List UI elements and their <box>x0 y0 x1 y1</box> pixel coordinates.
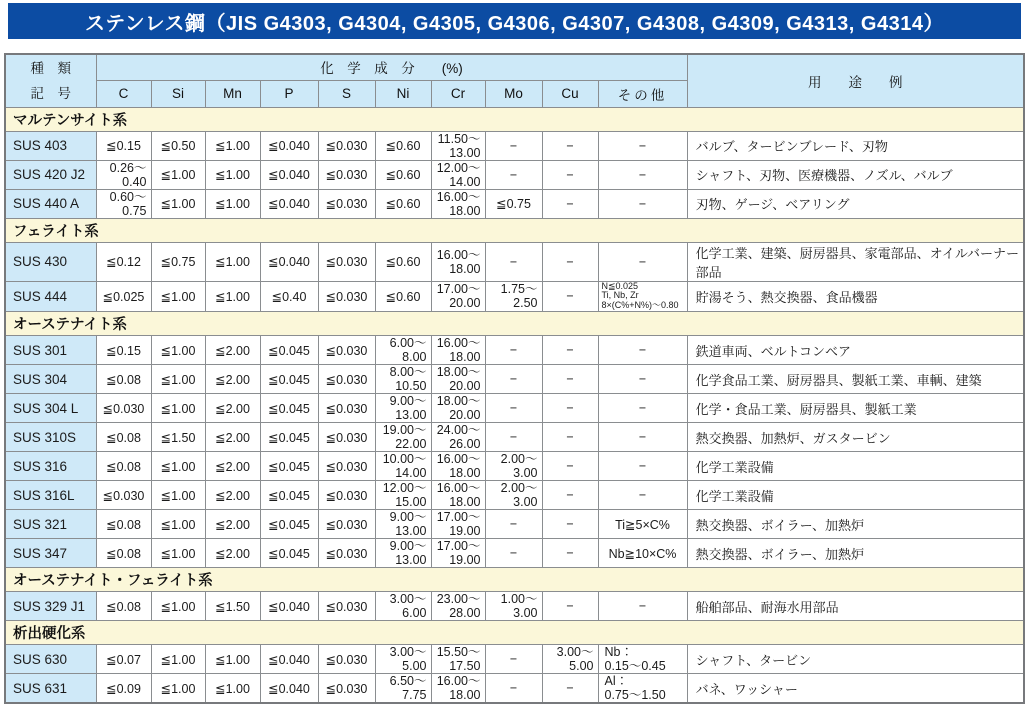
table-row <box>5 131 1024 160</box>
grade-cell: SUS 347 <box>5 539 96 568</box>
value-cell: 0.26～ 0.40 <box>96 160 151 189</box>
value-cell: ≦1.00 <box>205 242 260 281</box>
value-cell: ≦0.030 <box>318 365 375 394</box>
section-title: 析出硬化系 <box>5 621 1024 645</box>
value-cell: ≦0.030 <box>318 481 375 510</box>
value-cell: ≦1.00 <box>151 160 205 189</box>
value-cell: − <box>485 131 542 160</box>
value-cell: ≦0.08 <box>96 510 151 539</box>
value-cell: − <box>542 539 598 568</box>
value-cell: ≦0.045 <box>260 423 318 452</box>
value-cell: ≦0.030 <box>96 394 151 423</box>
value-cell: ≦0.040 <box>260 131 318 160</box>
value-cell: ≦1.00 <box>205 674 260 704</box>
value-cell: − <box>598 365 687 394</box>
value-cell: ≦1.00 <box>151 510 205 539</box>
value-cell: − <box>542 481 598 510</box>
value-cell: Ti≧5×C% <box>598 510 687 539</box>
value-cell: ≦2.00 <box>205 394 260 423</box>
value-cell: ≦1.00 <box>151 539 205 568</box>
value-cell: ≦0.07 <box>96 645 151 674</box>
value-cell: ≦1.50 <box>151 423 205 452</box>
value-cell: − <box>485 423 542 452</box>
table-row <box>5 510 1024 539</box>
value-cell: 2.00～ 3.00 <box>485 481 542 510</box>
value-cell: ≦0.040 <box>260 242 318 281</box>
value-cell: ≦1.00 <box>151 189 205 218</box>
value-cell: − <box>598 242 687 281</box>
value-cell: ≦0.030 <box>318 452 375 481</box>
grade-cell: SUS 420 J2 <box>5 160 96 189</box>
value-cell: ≦0.025 <box>96 281 151 312</box>
grade-cell: SUS 316L <box>5 481 96 510</box>
value-cell: 16.00～ 18.00 <box>431 452 485 481</box>
value-cell: ≦0.030 <box>318 423 375 452</box>
value-cell: ≦0.040 <box>260 645 318 674</box>
value-cell: − <box>542 189 598 218</box>
grade-cell: SUS 316 <box>5 452 96 481</box>
usage-cell: シャフト、刃物、医療機器、ノズル、バルブ <box>687 160 1024 189</box>
col-header-Mn: Mn <box>205 80 260 107</box>
value-cell: ≦0.045 <box>260 481 318 510</box>
section-title: フェライト系 <box>5 218 1024 242</box>
col-header-Mo: Mo <box>485 80 542 107</box>
value-cell: ≦0.15 <box>96 336 151 365</box>
section-title: マルテンサイト系 <box>5 107 1024 131</box>
value-cell: 16.00～ 18.00 <box>431 242 485 281</box>
section-row <box>5 218 1024 242</box>
usage-cell: 熱交換器、ボイラー、加熱炉 <box>687 510 1024 539</box>
value-cell: ≦0.030 <box>318 510 375 539</box>
grade-cell: SUS 444 <box>5 281 96 312</box>
value-cell: 1.00～ 3.00 <box>485 592 542 621</box>
table-row <box>5 365 1024 394</box>
col-header-その他: その他 <box>598 80 687 107</box>
value-cell: ≦0.08 <box>96 539 151 568</box>
value-cell: 9.00～ 13.00 <box>375 394 431 423</box>
value-cell: 12.00～ 15.00 <box>375 481 431 510</box>
section-row <box>5 312 1024 336</box>
value-cell: ≦1.00 <box>205 160 260 189</box>
value-cell: ≦1.00 <box>151 592 205 621</box>
value-cell: − <box>485 394 542 423</box>
usage-cell: バルブ、タービンブレード、刃物 <box>687 131 1024 160</box>
value-cell: 17.00～ 19.00 <box>431 510 485 539</box>
value-cell: − <box>598 592 687 621</box>
col-header-Cu: Cu <box>542 80 598 107</box>
value-cell: ≦2.00 <box>205 365 260 394</box>
value-cell: 3.00～ 5.00 <box>542 645 598 674</box>
value-cell: ≦2.00 <box>205 336 260 365</box>
value-cell: − <box>542 674 598 704</box>
usage-cell: 化学工業、建築、厨房器具、家電部品、オイルバーナー部品 <box>687 242 1024 281</box>
col-header-grade-line2: 記 号 <box>30 85 71 101</box>
section-title: オーステナイト系 <box>5 312 1024 336</box>
col-header-usage: 用 途 例 <box>687 54 1024 107</box>
value-cell: ≦0.040 <box>260 674 318 704</box>
value-cell: ≦0.08 <box>96 365 151 394</box>
value-cell: − <box>542 365 598 394</box>
value-cell: ≦1.50 <box>205 592 260 621</box>
value-cell: ≦0.040 <box>260 160 318 189</box>
value-cell: 23.00～ 28.00 <box>431 592 485 621</box>
value-cell: ≦0.045 <box>260 336 318 365</box>
usage-cell: 熱交換器、ボイラー、加熱炉 <box>687 539 1024 568</box>
grade-cell: SUS 301 <box>5 336 96 365</box>
value-cell: − <box>485 365 542 394</box>
value-cell: ≦1.00 <box>205 281 260 312</box>
value-cell: ≦0.60 <box>375 242 431 281</box>
value-cell: − <box>485 242 542 281</box>
value-cell: ≦1.00 <box>151 481 205 510</box>
usage-cell: 貯湯そう、熱交換器、食品機器 <box>687 281 1024 312</box>
value-cell: 16.00～ 18.00 <box>431 674 485 704</box>
page-title: ステンレス鋼（JIS G4303, G4304, G4305, G4306, G4307, G4308, G4309, G4313, G4314） <box>8 3 1021 39</box>
value-cell: ≦0.08 <box>96 452 151 481</box>
table-row <box>5 674 1024 704</box>
table-row <box>5 394 1024 423</box>
value-cell: ≦0.40 <box>260 281 318 312</box>
value-cell: − <box>598 394 687 423</box>
value-cell: ≦0.030 <box>318 674 375 704</box>
value-cell: − <box>598 160 687 189</box>
grade-cell: SUS 304 L <box>5 394 96 423</box>
value-cell: 9.00～ 13.00 <box>375 510 431 539</box>
value-cell: ≦2.00 <box>205 510 260 539</box>
col-header-grade-line1: 種 類 <box>30 60 71 76</box>
value-cell: ≦0.60 <box>375 189 431 218</box>
value-cell: ≦0.60 <box>375 131 431 160</box>
grade-cell: SUS 403 <box>5 131 96 160</box>
value-cell: ≦0.030 <box>318 189 375 218</box>
value-cell: 2.00～ 3.00 <box>485 452 542 481</box>
value-cell: − <box>542 281 598 312</box>
table-row <box>5 336 1024 365</box>
table-row <box>5 242 1024 281</box>
col-header-Ni: Ni <box>375 80 431 107</box>
value-cell: − <box>542 452 598 481</box>
value-cell: 16.00～ 18.00 <box>431 189 485 218</box>
value-cell: 1.75～ 2.50 <box>485 281 542 312</box>
usage-cell: バネ、ワッシャー <box>687 674 1024 704</box>
value-cell: ≦0.030 <box>318 539 375 568</box>
value-cell: 24.00～ 26.00 <box>431 423 485 452</box>
value-cell: − <box>542 592 598 621</box>
value-cell: ≦0.60 <box>375 281 431 312</box>
value-cell: 6.50～ 7.75 <box>375 674 431 704</box>
col-header-C: C <box>96 80 151 107</box>
grade-cell: SUS 310S <box>5 423 96 452</box>
value-cell: 8.00～ 10.50 <box>375 365 431 394</box>
section-row <box>5 107 1024 131</box>
section-title: オーステナイト・フェライト系 <box>5 568 1024 592</box>
value-cell: − <box>542 242 598 281</box>
value-cell: ≦0.030 <box>96 481 151 510</box>
value-cell: 0.60～ 0.75 <box>96 189 151 218</box>
usage-cell: 刃物、ゲージ、ベアリング <box>687 189 1024 218</box>
section-row <box>5 621 1024 645</box>
value-cell: ≦1.00 <box>205 131 260 160</box>
value-cell: 15.50～ 17.50 <box>431 645 485 674</box>
value-cell: 9.00～ 13.00 <box>375 539 431 568</box>
value-cell: ≦0.030 <box>318 645 375 674</box>
value-cell: ≦0.50 <box>151 131 205 160</box>
value-cell: − <box>598 481 687 510</box>
value-cell: − <box>598 131 687 160</box>
value-cell: ≦0.040 <box>260 592 318 621</box>
value-cell: ≦0.040 <box>260 189 318 218</box>
value-cell: ≦2.00 <box>205 452 260 481</box>
value-cell: 18.00～ 20.00 <box>431 394 485 423</box>
value-cell: − <box>542 336 598 365</box>
value-cell: ≦1.00 <box>151 394 205 423</box>
value-cell: 19.00～ 22.00 <box>375 423 431 452</box>
value-cell: ≦0.60 <box>375 160 431 189</box>
value-cell: ≦2.00 <box>205 481 260 510</box>
value-cell: − <box>485 674 542 704</box>
value-cell: − <box>598 336 687 365</box>
col-header-grade <box>5 54 96 107</box>
value-cell: ≦0.15 <box>96 131 151 160</box>
grade-cell: SUS 304 <box>5 365 96 394</box>
col-header-chemical-composition: 化 学 成 分 (%) <box>96 54 687 80</box>
value-cell: − <box>542 131 598 160</box>
grade-cell: SUS 321 <box>5 510 96 539</box>
value-cell: 12.00～ 14.00 <box>431 160 485 189</box>
value-cell: ≦1.00 <box>205 645 260 674</box>
value-cell: ≦0.030 <box>318 131 375 160</box>
usage-cell: シャフト、タービン <box>687 645 1024 674</box>
value-cell: ≦0.08 <box>96 423 151 452</box>
table-row <box>5 189 1024 218</box>
col-header-Si: Si <box>151 80 205 107</box>
value-cell: ≦0.030 <box>318 394 375 423</box>
value-cell: ≦0.030 <box>318 160 375 189</box>
value-cell: 17.00～ 19.00 <box>431 539 485 568</box>
value-cell: ≦0.030 <box>318 592 375 621</box>
col-header-Cr: Cr <box>431 80 485 107</box>
usage-cell: 化学工業設備 <box>687 452 1024 481</box>
grade-cell: SUS 430 <box>5 242 96 281</box>
value-cell: − <box>598 423 687 452</box>
value-cell: − <box>485 539 542 568</box>
value-cell: − <box>542 160 598 189</box>
table-row <box>5 281 1024 312</box>
value-cell: ≦2.00 <box>205 539 260 568</box>
value-cell: 17.00～ 20.00 <box>431 281 485 312</box>
value-cell: ≦1.00 <box>151 281 205 312</box>
table-row <box>5 539 1024 568</box>
grade-cell: SUS 440 A <box>5 189 96 218</box>
value-cell: ≦0.030 <box>318 336 375 365</box>
value-cell: − <box>485 160 542 189</box>
value-cell: 3.00～ 6.00 <box>375 592 431 621</box>
value-cell: ≦1.00 <box>151 365 205 394</box>
value-cell: ≦0.045 <box>260 365 318 394</box>
value-cell: 11.50～ 13.00 <box>431 131 485 160</box>
value-cell: − <box>542 510 598 539</box>
table-header <box>5 54 1024 107</box>
value-cell: ≦0.045 <box>260 510 318 539</box>
value-cell: − <box>485 336 542 365</box>
value-cell: − <box>598 452 687 481</box>
value-cell: ≦1.00 <box>151 452 205 481</box>
usage-cell: 船舶部品、耐海水用部品 <box>687 592 1024 621</box>
value-cell: − <box>542 394 598 423</box>
value-cell: 3.00～ 5.00 <box>375 645 431 674</box>
table-row <box>5 481 1024 510</box>
value-cell: ≦0.08 <box>96 592 151 621</box>
value-cell: ≦0.045 <box>260 452 318 481</box>
value-cell: ≦0.030 <box>318 281 375 312</box>
value-cell: ≦2.00 <box>205 423 260 452</box>
table-row <box>5 452 1024 481</box>
value-cell: ≦1.00 <box>151 674 205 704</box>
value-cell: ≦0.75 <box>485 189 542 218</box>
usage-cell: 鉄道車両、ベルトコンベア <box>687 336 1024 365</box>
usage-cell: 化学工業設備 <box>687 481 1024 510</box>
section-row <box>5 568 1024 592</box>
value-cell: ≦1.00 <box>151 645 205 674</box>
table-row <box>5 645 1024 674</box>
col-header-S: S <box>318 80 375 107</box>
value-cell: N≦0.025 Ti, Nb, Zr 8×(C%+N%)～0.80 <box>598 281 687 312</box>
value-cell: ≦1.00 <box>205 189 260 218</box>
table-row <box>5 423 1024 452</box>
table-row <box>5 592 1024 621</box>
value-cell: 18.00～ 20.00 <box>431 365 485 394</box>
grade-cell: SUS 630 <box>5 645 96 674</box>
table-body <box>5 107 1024 703</box>
value-cell: − <box>598 189 687 218</box>
table-row <box>5 160 1024 189</box>
grade-cell: SUS 631 <box>5 674 96 704</box>
value-cell: ≦0.045 <box>260 539 318 568</box>
grade-cell: SUS 329 J1 <box>5 592 96 621</box>
value-cell: Al： 0.75～1.50 <box>598 674 687 704</box>
value-cell: 10.00～ 14.00 <box>375 452 431 481</box>
value-cell: ≦0.12 <box>96 242 151 281</box>
value-cell: − <box>542 423 598 452</box>
stainless-steel-spec-table <box>4 53 1025 704</box>
value-cell: 16.00～ 18.00 <box>431 481 485 510</box>
usage-cell: 化学・食品工業、厨房器具、製紙工業 <box>687 394 1024 423</box>
usage-cell: 化学食品工業、厨房器具、製紙工業、車輌、建築 <box>687 365 1024 394</box>
value-cell: ≦1.00 <box>151 336 205 365</box>
value-cell: Nb≧10×C% <box>598 539 687 568</box>
value-cell: 16.00～ 18.00 <box>431 336 485 365</box>
value-cell: − <box>485 645 542 674</box>
value-cell: ≦0.045 <box>260 394 318 423</box>
value-cell: − <box>485 510 542 539</box>
value-cell: ≦0.09 <box>96 674 151 704</box>
value-cell: 6.00～ 8.00 <box>375 336 431 365</box>
col-header-P: P <box>260 80 318 107</box>
value-cell: ≦0.030 <box>318 242 375 281</box>
value-cell: Nb： 0.15～0.45 <box>598 645 687 674</box>
value-cell: ≦0.75 <box>151 242 205 281</box>
usage-cell: 熱交換器、加熱炉、ガスタービン <box>687 423 1024 452</box>
